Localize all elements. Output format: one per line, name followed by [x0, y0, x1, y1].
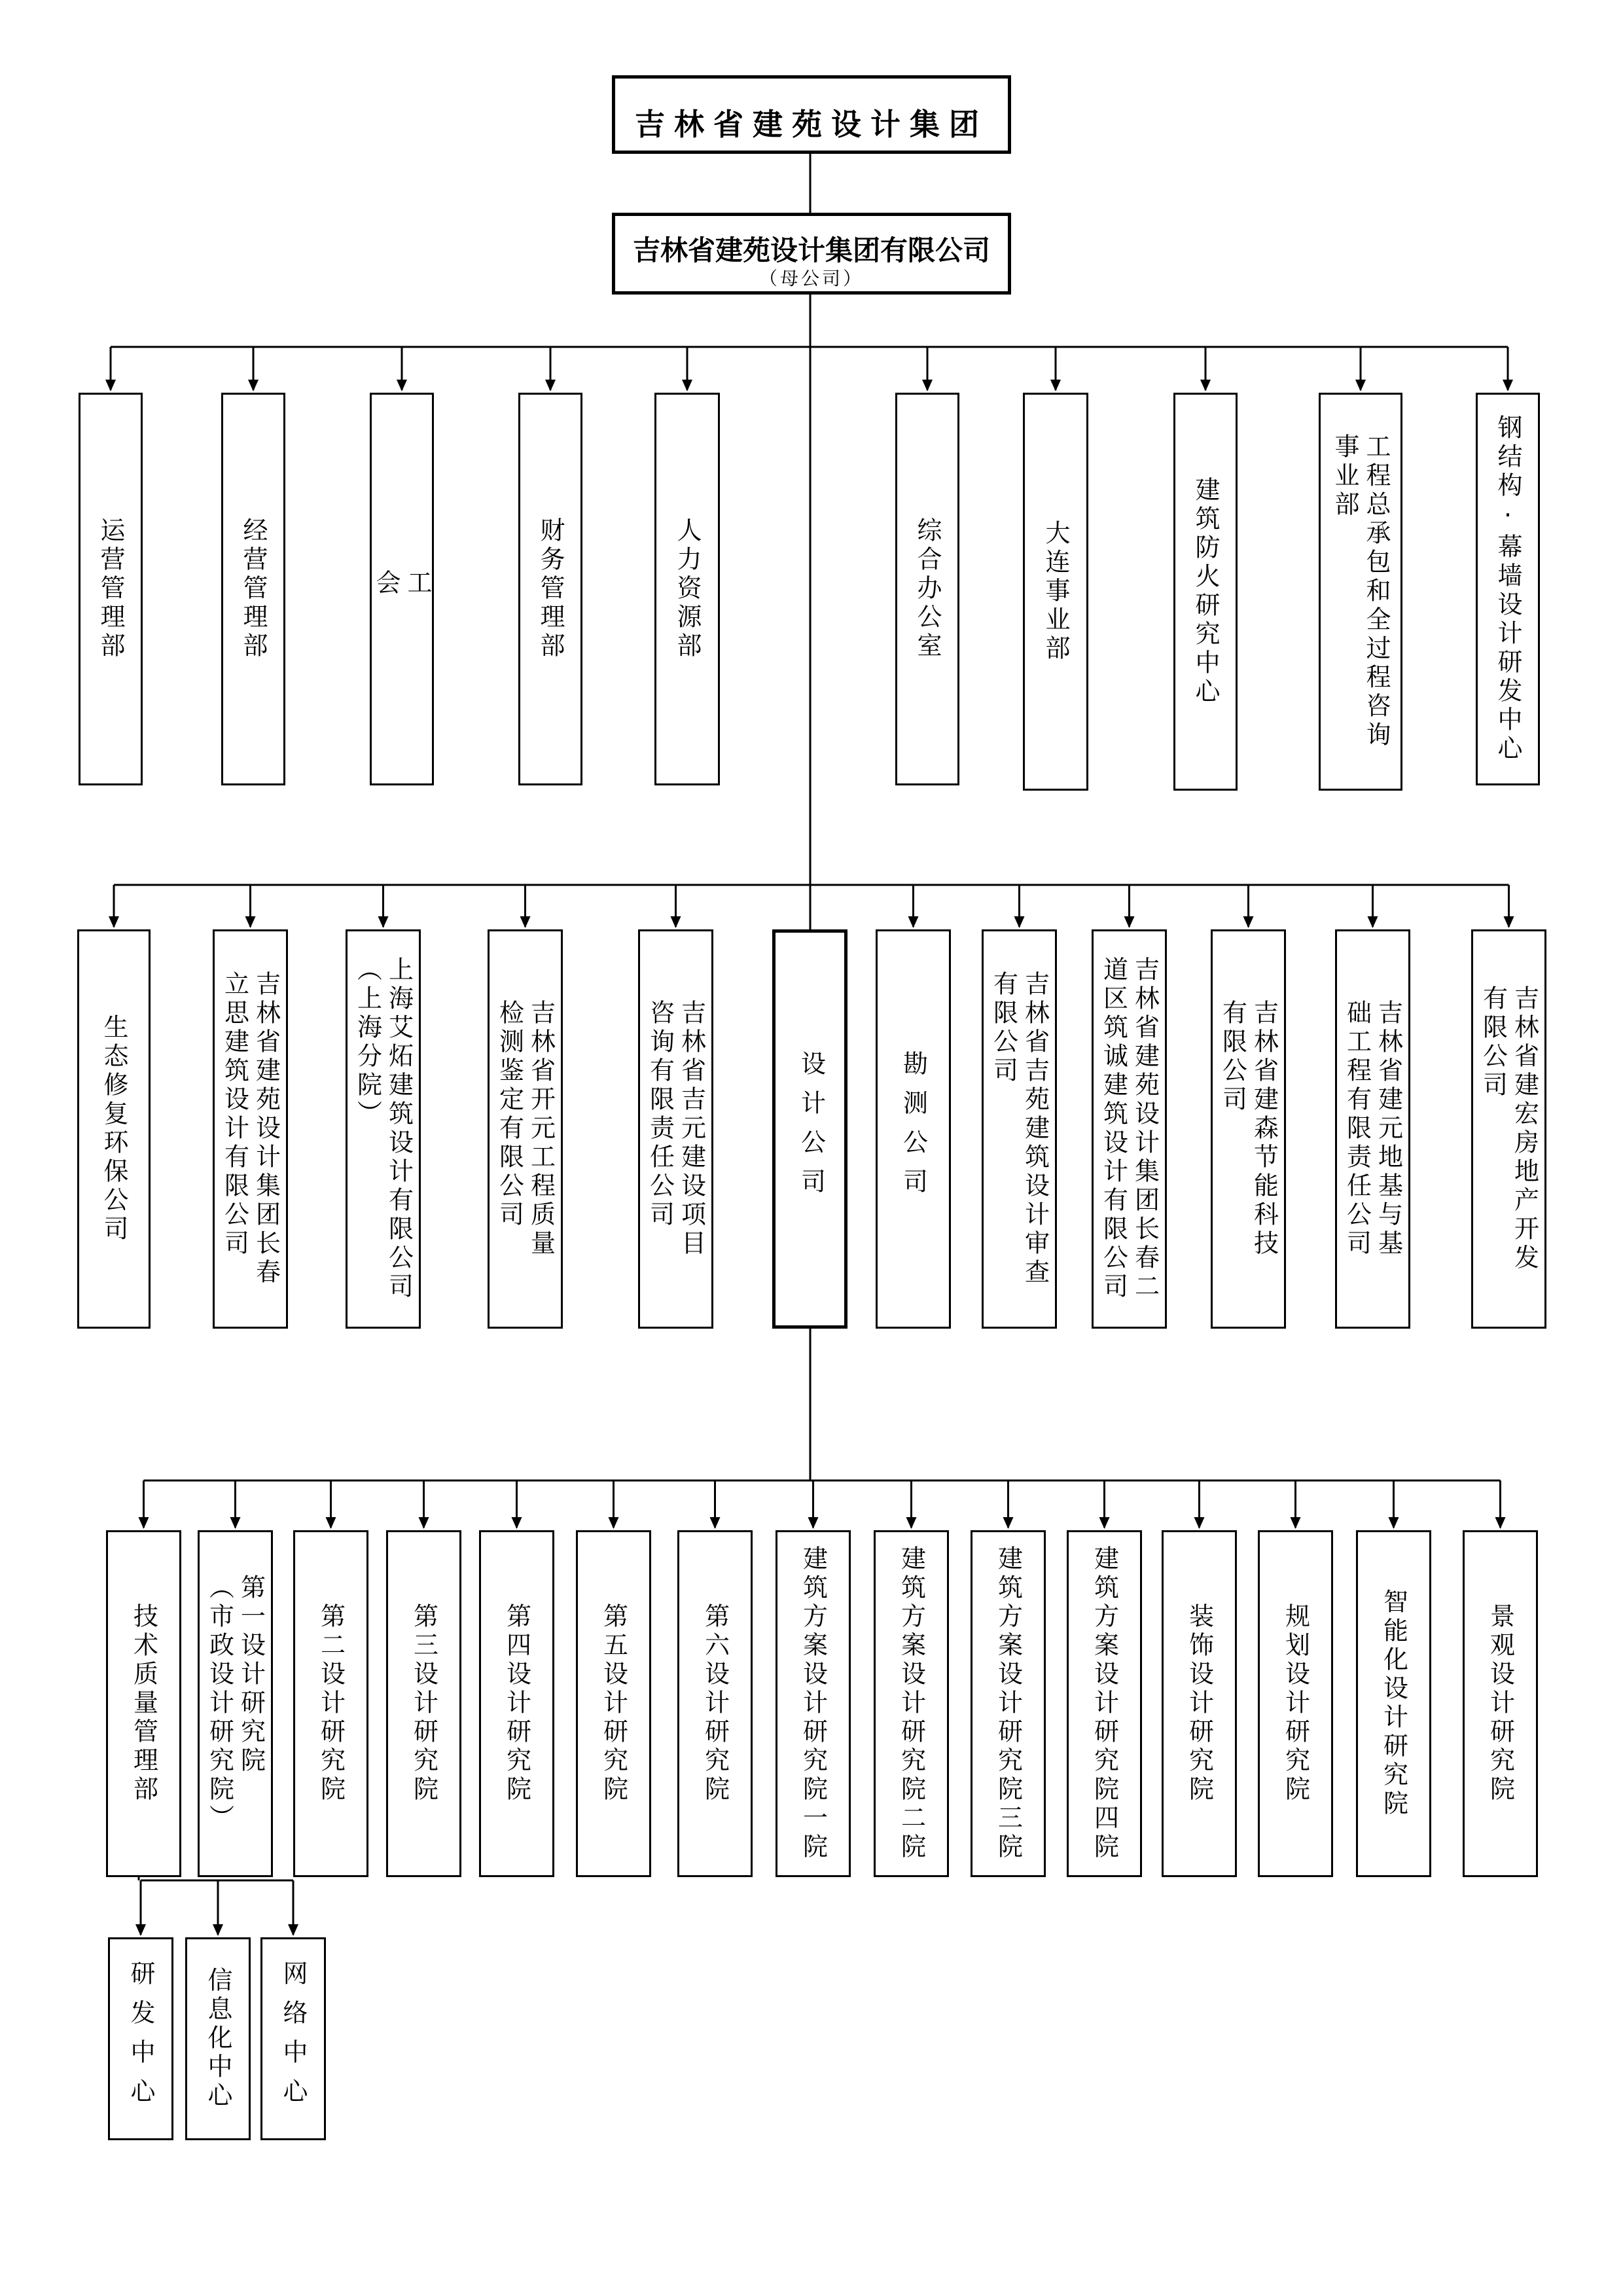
- inst-drop-14-arrow: [1495, 1517, 1506, 1529]
- sub-drop-4-arrow: [671, 916, 681, 928]
- inst-drop-9-arrow: [1003, 1517, 1014, 1529]
- inst-drop-13-arrow: [1389, 1517, 1399, 1529]
- subsidiaries-item-box: [1335, 929, 1410, 1329]
- dept-drop-1-arrow: [248, 380, 259, 391]
- inst-drop-12-arrow: [1291, 1517, 1301, 1529]
- departments-item-label: 人力资源部: [673, 517, 702, 661]
- parent-subtitle: （母公司）: [758, 268, 864, 289]
- sub-drop-1-arrow: [245, 916, 256, 928]
- institutes-item-label: 规划设计研究院: [1281, 1603, 1310, 1804]
- institutes-item-label: 装饰设计研究院: [1185, 1603, 1214, 1804]
- subsidiaries-item-label: 吉林省吉元建设项目 咨询有限责任公司: [645, 999, 706, 1259]
- dept-drop-7-arrow: [1200, 380, 1211, 391]
- departments-item-label: 经营管理部: [239, 517, 268, 661]
- departments-item-box: [1476, 393, 1540, 785]
- sub-drop-10-arrow: [1368, 916, 1378, 928]
- institutes-item-box: [1463, 1530, 1538, 1877]
- subsidiaries-item-box: [772, 929, 847, 1329]
- inst-drop-8-arrow: [906, 1517, 917, 1529]
- sub-drop-6-arrow: [908, 916, 919, 928]
- subsidiaries-item-box: [876, 929, 951, 1329]
- institutes-item-label: 技术质量管理部: [129, 1603, 158, 1804]
- tech_units-item-box: [260, 1937, 326, 2140]
- institutes-item-box: [776, 1530, 851, 1877]
- subsidiaries-item-box: [1092, 929, 1167, 1329]
- dept-drop-6-arrow: [1050, 380, 1061, 391]
- departments-item-label: 钢结构·幕墙设计研发中心: [1493, 414, 1522, 764]
- subsidiaries-item-box: [213, 929, 288, 1329]
- institutes-item-box: [386, 1530, 461, 1877]
- sub-drop-3-arrow: [520, 916, 531, 928]
- inst-drop-6-arrow: [710, 1517, 721, 1529]
- tech-drop-2-arrow: [288, 1924, 298, 1936]
- tech-drop-1-arrow: [213, 1924, 223, 1936]
- departments-item-box: [654, 393, 720, 785]
- subsidiaries-item-label: 勘测公司: [899, 1050, 928, 1208]
- departments-item-box: [1173, 393, 1238, 791]
- institutes-item-box: [479, 1530, 554, 1877]
- departments-item-box: [370, 393, 434, 785]
- sub-drop-9-arrow: [1243, 916, 1254, 928]
- subsidiaries-item-label: 吉林省建元地基与基 础工程有限责任公司: [1342, 999, 1403, 1259]
- departments-item-label: 运营管理部: [96, 517, 125, 661]
- institutes-item-label: 建筑方案设计研究院四院: [1090, 1545, 1119, 1862]
- inst-drop-10-arrow: [1099, 1517, 1110, 1529]
- sub-drop-8-arrow: [1124, 916, 1135, 928]
- institutes-item-box: [874, 1530, 949, 1877]
- institutes-item-box: [1356, 1530, 1431, 1877]
- dept-drop-3-arrow: [545, 380, 556, 391]
- institutes-item-label: 景观设计研究院: [1486, 1603, 1515, 1804]
- subsidiaries-item-box: [488, 929, 563, 1329]
- departments-item-box: [221, 393, 285, 785]
- departments-item-label: 财务管理部: [536, 517, 565, 661]
- institutes-item-label: 智能化设计研究院: [1379, 1588, 1408, 1819]
- institutes-item-box: [198, 1530, 273, 1877]
- subsidiaries-item-label: 吉林省开元工程质量 检测鉴定有限公司: [495, 999, 556, 1259]
- institutes-item-label: 第四设计研究院: [502, 1603, 531, 1804]
- institutes-item-label: 第二设计研究院: [316, 1603, 346, 1804]
- sub-drop-7-arrow: [1014, 916, 1025, 928]
- subsidiaries-item-box: [1471, 929, 1546, 1329]
- institutes-item-label: 建筑方案设计研究院二院: [897, 1545, 926, 1862]
- sub-drop-2-arrow: [378, 916, 389, 928]
- subsidiaries-item-box: [982, 929, 1057, 1329]
- dept-drop-2-arrow: [397, 380, 407, 391]
- inst-drop-11-arrow: [1194, 1517, 1205, 1529]
- institutes-item-label: 第五设计研究院: [599, 1603, 628, 1804]
- subsidiaries-item-label: 吉林省吉苑建筑设计审查 有限公司: [989, 971, 1050, 1287]
- institutes-item-label: 第一设计研究院 （市政设计研究院）: [205, 1574, 266, 1833]
- inst-drop-2-arrow: [326, 1517, 336, 1529]
- departments-item-box: [79, 393, 143, 785]
- dept-drop-9-arrow: [1503, 380, 1513, 391]
- institutes-item-box: [1162, 1530, 1237, 1877]
- departments-item-label: 工程总承包和全过程咨询 事业部: [1330, 433, 1391, 750]
- departments-item-label: 建筑防火研究中心: [1191, 476, 1220, 707]
- subsidiaries-item-label: 吉林省建苑设计集团长春二 道区筑诚建筑设计有限公司: [1099, 956, 1160, 1302]
- tech_units-item-box: [108, 1937, 173, 2140]
- subsidiaries-item-box: [346, 929, 421, 1329]
- tech_units-item-box: [185, 1937, 251, 2140]
- subsidiaries-item-label: 吉林省建宏房地产开发 有限公司: [1478, 985, 1539, 1273]
- dept-drop-8-arrow: [1355, 380, 1366, 391]
- subsidiaries-item-label: 生态修复环保公司: [99, 1014, 128, 1244]
- departments-item-label: 大连事业部: [1041, 520, 1070, 664]
- root-title: 吉林省建苑设计集团: [635, 107, 988, 142]
- institutes-item-box: [576, 1530, 651, 1877]
- inst-drop-3-arrow: [419, 1517, 429, 1529]
- tech_units-item-label: 研发中心: [126, 1960, 155, 2117]
- institutes-item-box: [677, 1530, 753, 1877]
- inst-drop-4-arrow: [512, 1517, 522, 1529]
- departments-item-box: [1319, 393, 1402, 791]
- institutes-item-label: 第三设计研究院: [409, 1603, 438, 1804]
- institutes-item-box: [1258, 1530, 1333, 1877]
- sub-drop-0-arrow: [109, 916, 119, 928]
- institutes-item-box: [1067, 1530, 1142, 1877]
- tech-drop-0-arrow: [135, 1924, 146, 1936]
- institutes-item-label: 建筑方案设计研究院一院: [798, 1545, 828, 1862]
- departments-item-box: [895, 393, 959, 785]
- departments-item-label: 综合办公室: [913, 517, 942, 661]
- institutes-item-label: 建筑方案设计研究院三院: [993, 1545, 1023, 1862]
- subsidiaries-item-box: [77, 929, 151, 1329]
- inst-drop-5-arrow: [609, 1517, 619, 1529]
- institutes-item-box: [971, 1530, 1046, 1877]
- subsidiaries-item-label: 上海艾炻建筑设计有限公司 （上海分院）: [353, 956, 414, 1302]
- subsidiaries-item-box: [638, 929, 713, 1329]
- root-box: [612, 75, 1011, 154]
- dept-drop-5-arrow: [922, 380, 933, 391]
- departments-item-box: [1023, 393, 1088, 791]
- departments-item-box: [518, 393, 582, 785]
- subsidiaries-item-label: 吉林省建森节能科技 有限公司: [1218, 999, 1279, 1259]
- inst-drop-1-arrow: [230, 1517, 241, 1529]
- dept-drop-4-arrow: [682, 380, 692, 391]
- subsidiaries-item-label: 吉林省建苑设计集团长春 立思建筑设计有限公司: [220, 971, 281, 1287]
- departments-item-label: 工 会: [372, 569, 432, 609]
- parent-box: [612, 213, 1011, 295]
- subsidiaries-item-label: 设计公司: [796, 1050, 826, 1208]
- inst-drop-7-arrow: [808, 1517, 819, 1529]
- institutes-item-box: [293, 1530, 368, 1877]
- inst-drop-0-arrow: [139, 1517, 149, 1529]
- tech_units-item-label: 信息化中心: [204, 1967, 232, 2111]
- parent-title: 吉林省建苑设计集团有限公司: [632, 234, 990, 266]
- institutes-item-box: [106, 1530, 181, 1877]
- sub-drop-11-arrow: [1504, 916, 1514, 928]
- dept-drop-0-arrow: [105, 380, 116, 391]
- subsidiaries-item-box: [1211, 929, 1286, 1329]
- institutes-item-label: 第六设计研究院: [700, 1603, 730, 1804]
- tech_units-item-label: 网络中心: [279, 1960, 308, 2117]
